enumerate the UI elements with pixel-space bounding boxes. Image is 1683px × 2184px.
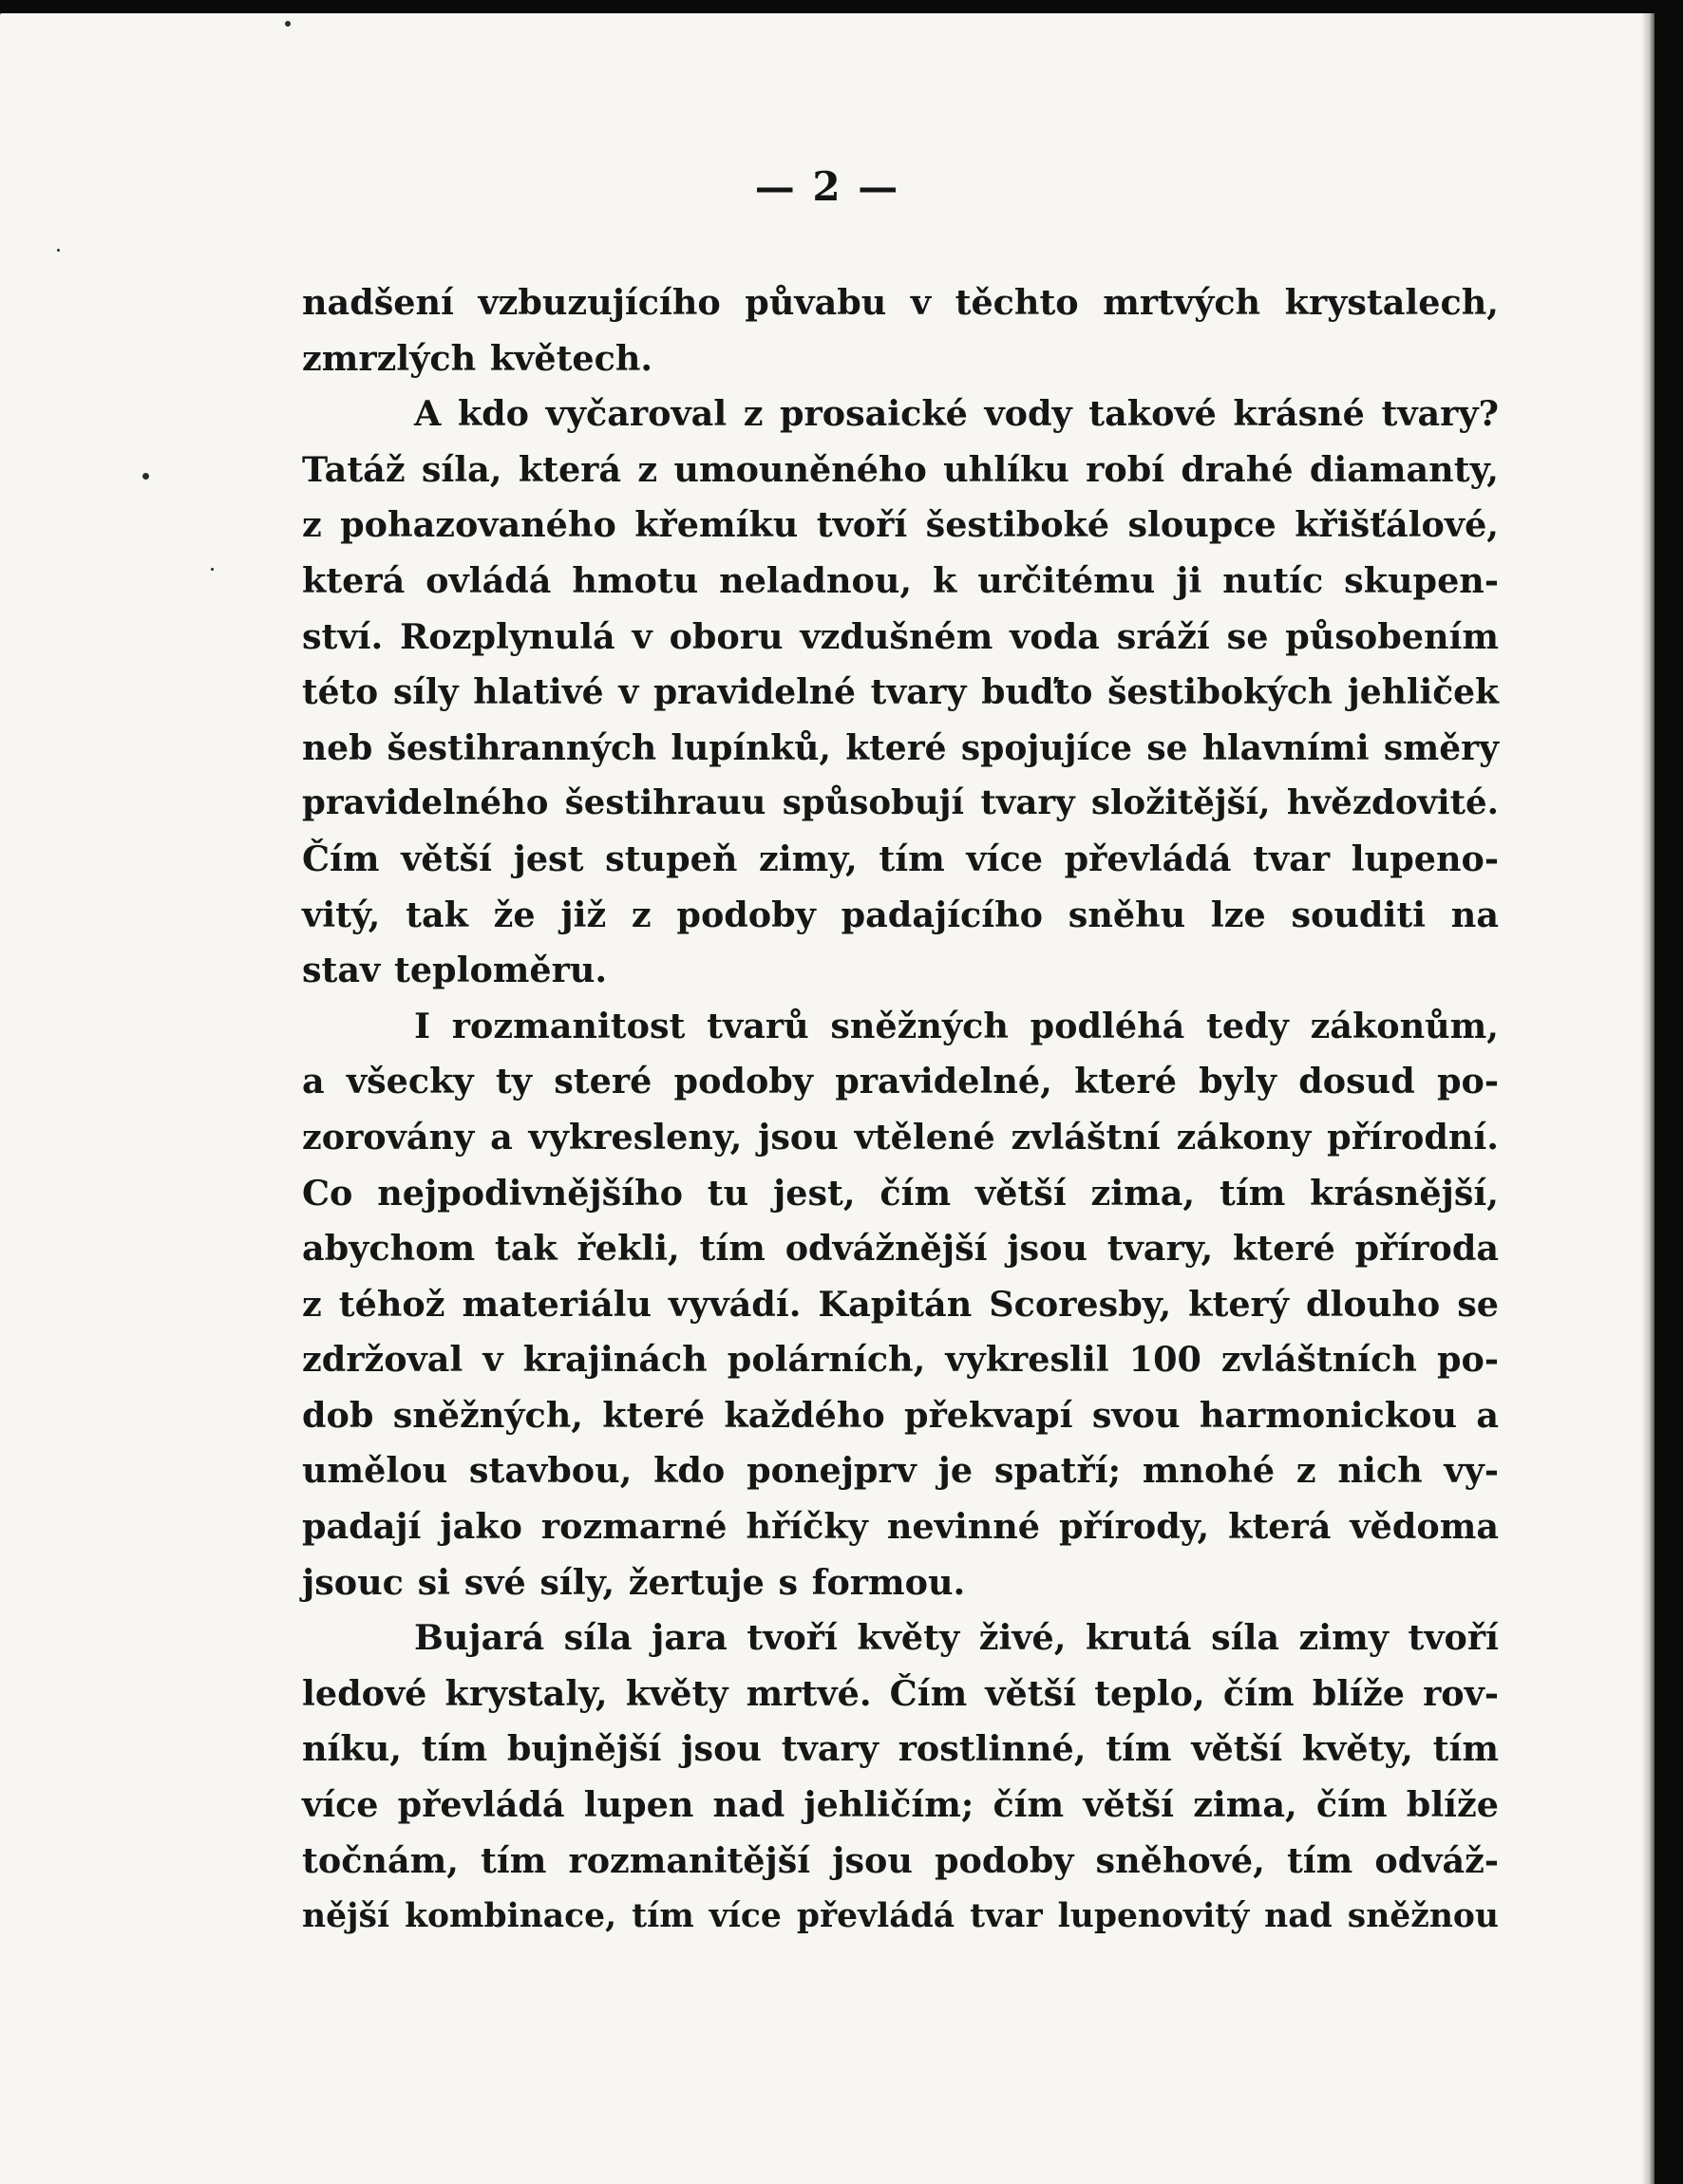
text-line: zdržoval v krajinách polárních, vykreslil 100 zvláštních po- <box>302 1339 1499 1381</box>
text-line: padají jako rozmarné hříčky nevinné přírody, která vědoma <box>302 1506 1499 1548</box>
text-line: z pohazovaného křemíku tvoří šestiboké sloupce křišťálové, <box>302 504 1499 546</box>
page-number: — 2 — <box>754 163 900 210</box>
text-line: stav teploměru. <box>302 950 608 991</box>
text-line: I rozmanitost tvarů sněžných podléhá tedy zákonům, <box>414 1005 1499 1046</box>
text-line: pravidelného šestihrauu spůsobují tvary složitější, hvězdovité. <box>302 783 1499 823</box>
dust-speck <box>211 568 214 571</box>
text-line: která ovládá hmotu neladnou, k určitému ji nutíc skupen- <box>302 559 1499 601</box>
text-line: jsouc si své síly, žertuje s formou. <box>302 1561 966 1603</box>
dust-speck <box>142 473 149 480</box>
text-line: více převládá lupen nad jehličím; čím větší zima, čím blíže <box>302 1784 1499 1826</box>
text-line: A kdo vyčaroval z prosaické vody takové krásné tvary? <box>414 393 1499 435</box>
text-line: umělou stavbou, kdo ponejprv je spatří; mnohé z nich vy- <box>302 1450 1499 1492</box>
text-line: zmrzlých květech. <box>302 337 653 379</box>
text-line: níku, tím bujnější jsou tvary rostlinné, tím větší květy, tím <box>302 1728 1499 1770</box>
text-line: Bujará síla jara tvoří květy živé, krutá síla zimy tvoří <box>414 1617 1499 1659</box>
text-line: této síly hlativé v pravidelné tvary buďto šestibokých jehliček <box>302 672 1499 713</box>
text-line: a všecky ty steré podoby pravidelné, které byly dosud po- <box>302 1061 1499 1102</box>
text-line: točnám, tím rozmanitější jsou podoby sněhové, tím odváž- <box>302 1839 1499 1881</box>
text-line: ství. Rozplynulá v oboru vzdušném voda sráží se působením <box>302 615 1499 657</box>
text-line: abychom tak řekli, tím odvážnější jsou tvary, které příroda <box>302 1228 1499 1270</box>
dust-speck <box>285 21 291 27</box>
text-line: vitý, tak že již z podoby padajícího sněhu lze souditi na <box>302 894 1499 935</box>
text-line: neb šestihranných lupínků, které spojujíce se hlavními směry <box>302 727 1499 768</box>
text-line: Tatáž síla, která z umouněného uhlíku robí drahé diamanty, <box>302 448 1499 490</box>
text-line: nadšení vzbuzujícího půvabu v těchto mrtvých krystalech, <box>302 282 1499 323</box>
dust-speck <box>57 249 60 252</box>
text-line: Co nejpodivnějšího tu jest, čím větší zima, tím krásnější, <box>302 1172 1499 1214</box>
text-line: z téhož materiálu vyvádí. Kapitán Scoresby, který dlouho se <box>302 1283 1499 1325</box>
text-line: dob sněžných, které každého překvapí svou harmonickou a <box>302 1394 1499 1436</box>
page-edge-shadow <box>1641 13 1655 2184</box>
text-line: nější kombinace, tím více převládá tvar lupenovitý nad sněžnou <box>302 1897 1499 1936</box>
text-line: zorovány a vykresleny, jsou vtělené zvláštní zákony přírodní. <box>302 1116 1499 1158</box>
text-line: Čím větší jest stupeň zimy, tím více převládá tvar lupeno- <box>302 838 1499 879</box>
body-text <box>302 275 1499 1945</box>
text-line: ledové krystaly, květy mrtvé. Čím větší teplo, čím blíže rov- <box>302 1672 1499 1714</box>
